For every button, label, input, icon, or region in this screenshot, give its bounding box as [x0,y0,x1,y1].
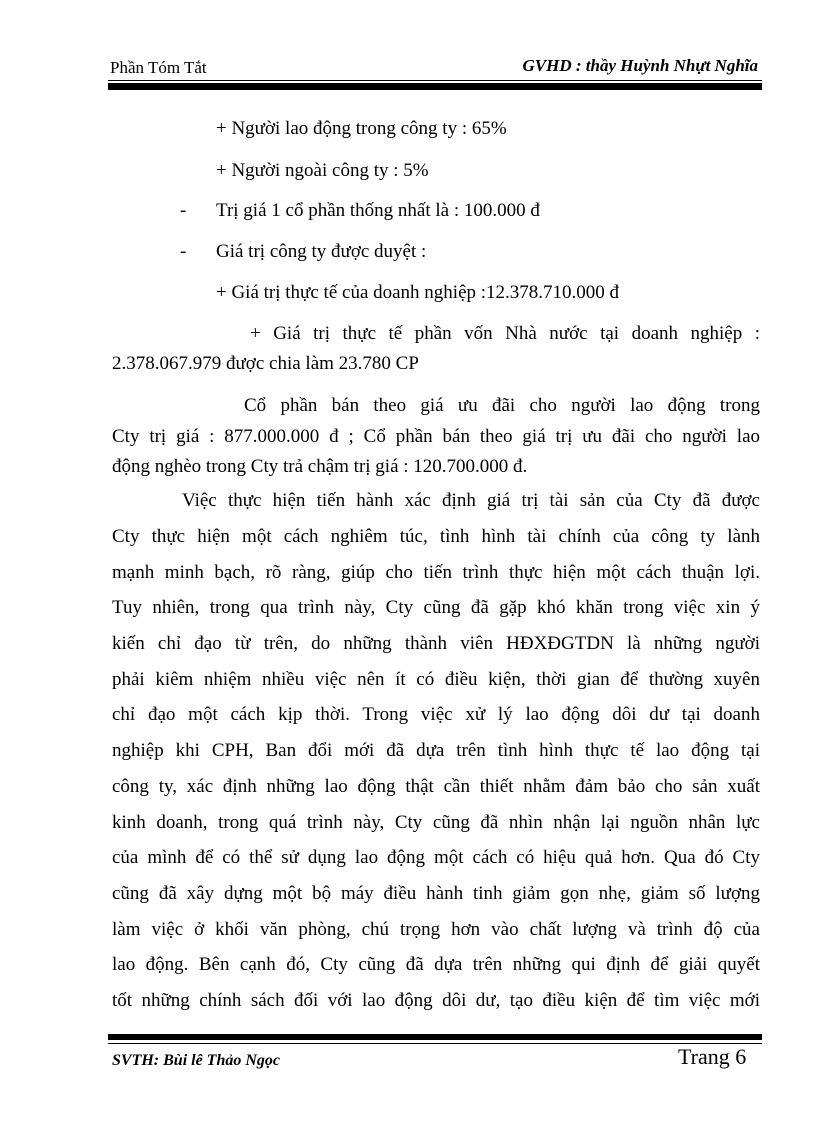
paragraph-line: nghiệp khi CPH, Ban đổi mới đã dựa trên tình hình thực tế lao động tại [112,740,760,761]
dash-bullet: - [180,200,187,221]
paragraph-line: kinh doanh, trong quá trình này, Cty cũng đã nhìn nhận lại nguồn nhân lực [112,812,760,833]
header-rule-thin [108,80,762,81]
footer-rule-thin [108,1043,762,1044]
paragraph-line: 2.378.067.979 được chia làm 23.780 CP [112,353,419,374]
header-section-title: Phần Tóm Tắt [110,58,207,77]
list-item-workers: + Người lao động trong công ty : 65% [216,118,507,139]
paragraph-line: Cty thực hiện một cách nghiêm túc, tình hình tài chính của công ty lành [112,526,760,547]
paragraph-line: làm việc ở khối văn phòng, chú trọng hơn vào chất lượng và trình độ của [112,919,760,940]
list-item-outsiders: + Người ngoài công ty : 5% [216,160,429,181]
paragraph-line: Cty trị giá : 877.000.000 đ ; Cổ phần bán theo giá trị ưu đãi cho người lao [112,426,760,447]
header-advisor: GVHD : thầy Huỳnh Nhựt Nghĩa [522,56,758,75]
paragraph-line: mạnh minh bạch, rõ ràng, giúp cho tiến trình thực hiện một cách thuận lợi. [112,562,760,583]
paragraph-line: công ty, xác định những lao động thật cần thiết nhằm đảm bảo cho sản xuất [112,776,760,797]
dash-bullet: - [180,241,187,262]
paragraph-line: Cổ phần bán theo giá ưu đãi cho người lao động trong [244,395,760,416]
paragraph-line: động nghèo trong Cty trả chậm trị giá : 120.700.000 đ. [112,456,528,477]
paragraph-line: cũng đã xây dựng một bộ máy điều hành tinh giảm gọn nhẹ, giảm số lượng [112,883,760,904]
footer-rule-thick [108,1034,762,1040]
paragraph-line: chỉ đạo một cách kịp thời. Trong việc xử lý lao động dôi dư tại doanh [112,704,760,725]
header-rule-thick [108,83,762,90]
paragraph-line: lao động. Bên cạnh đó, Cty cũng đã dựa trên những qui định để giải quyết [112,954,760,975]
paragraph-line: Việc thực hiện tiến hành xác định giá trị tài sản của Cty đã được [182,490,760,511]
paragraph-line: Tuy nhiên, trong qua trình này, Cty cũng đã gặp khó khăn trong việc xin ý [112,597,760,618]
list-item-company-value: Giá trị công ty được duyệt : [216,241,427,262]
list-item-enterprise-value: + Giá trị thực tế của doanh nghiệp :12.378.710.000 đ [216,282,620,303]
paragraph-line: tốt những chính sách đối với lao động dôi dư, tạo điều kiện để tìm việc mới [112,990,760,1011]
paragraph-line: phải kiêm nhiệm nhiều việc nên ít có điều kiện, thời gian để thường xuyên [112,669,760,690]
page-number: Trang 6 [678,1044,747,1069]
paragraph-line: của mình để có thể sử dụng lao động một cách có hiệu quả hơn. Qua đó Cty [112,847,760,868]
footer-student: SVTH: Bùi lê Thảo Ngọc [112,1052,281,1069]
paragraph-line: + Giá trị thực tế phần vốn Nhà nước tại doanh nghiệp : [250,323,760,344]
list-item-share-value: Trị giá 1 cổ phần thống nhất là : 100.000 đ [216,200,540,221]
paragraph-line: kiến chỉ đạo từ trên, do những thành viên HĐXĐGTDN là những người [112,633,760,654]
